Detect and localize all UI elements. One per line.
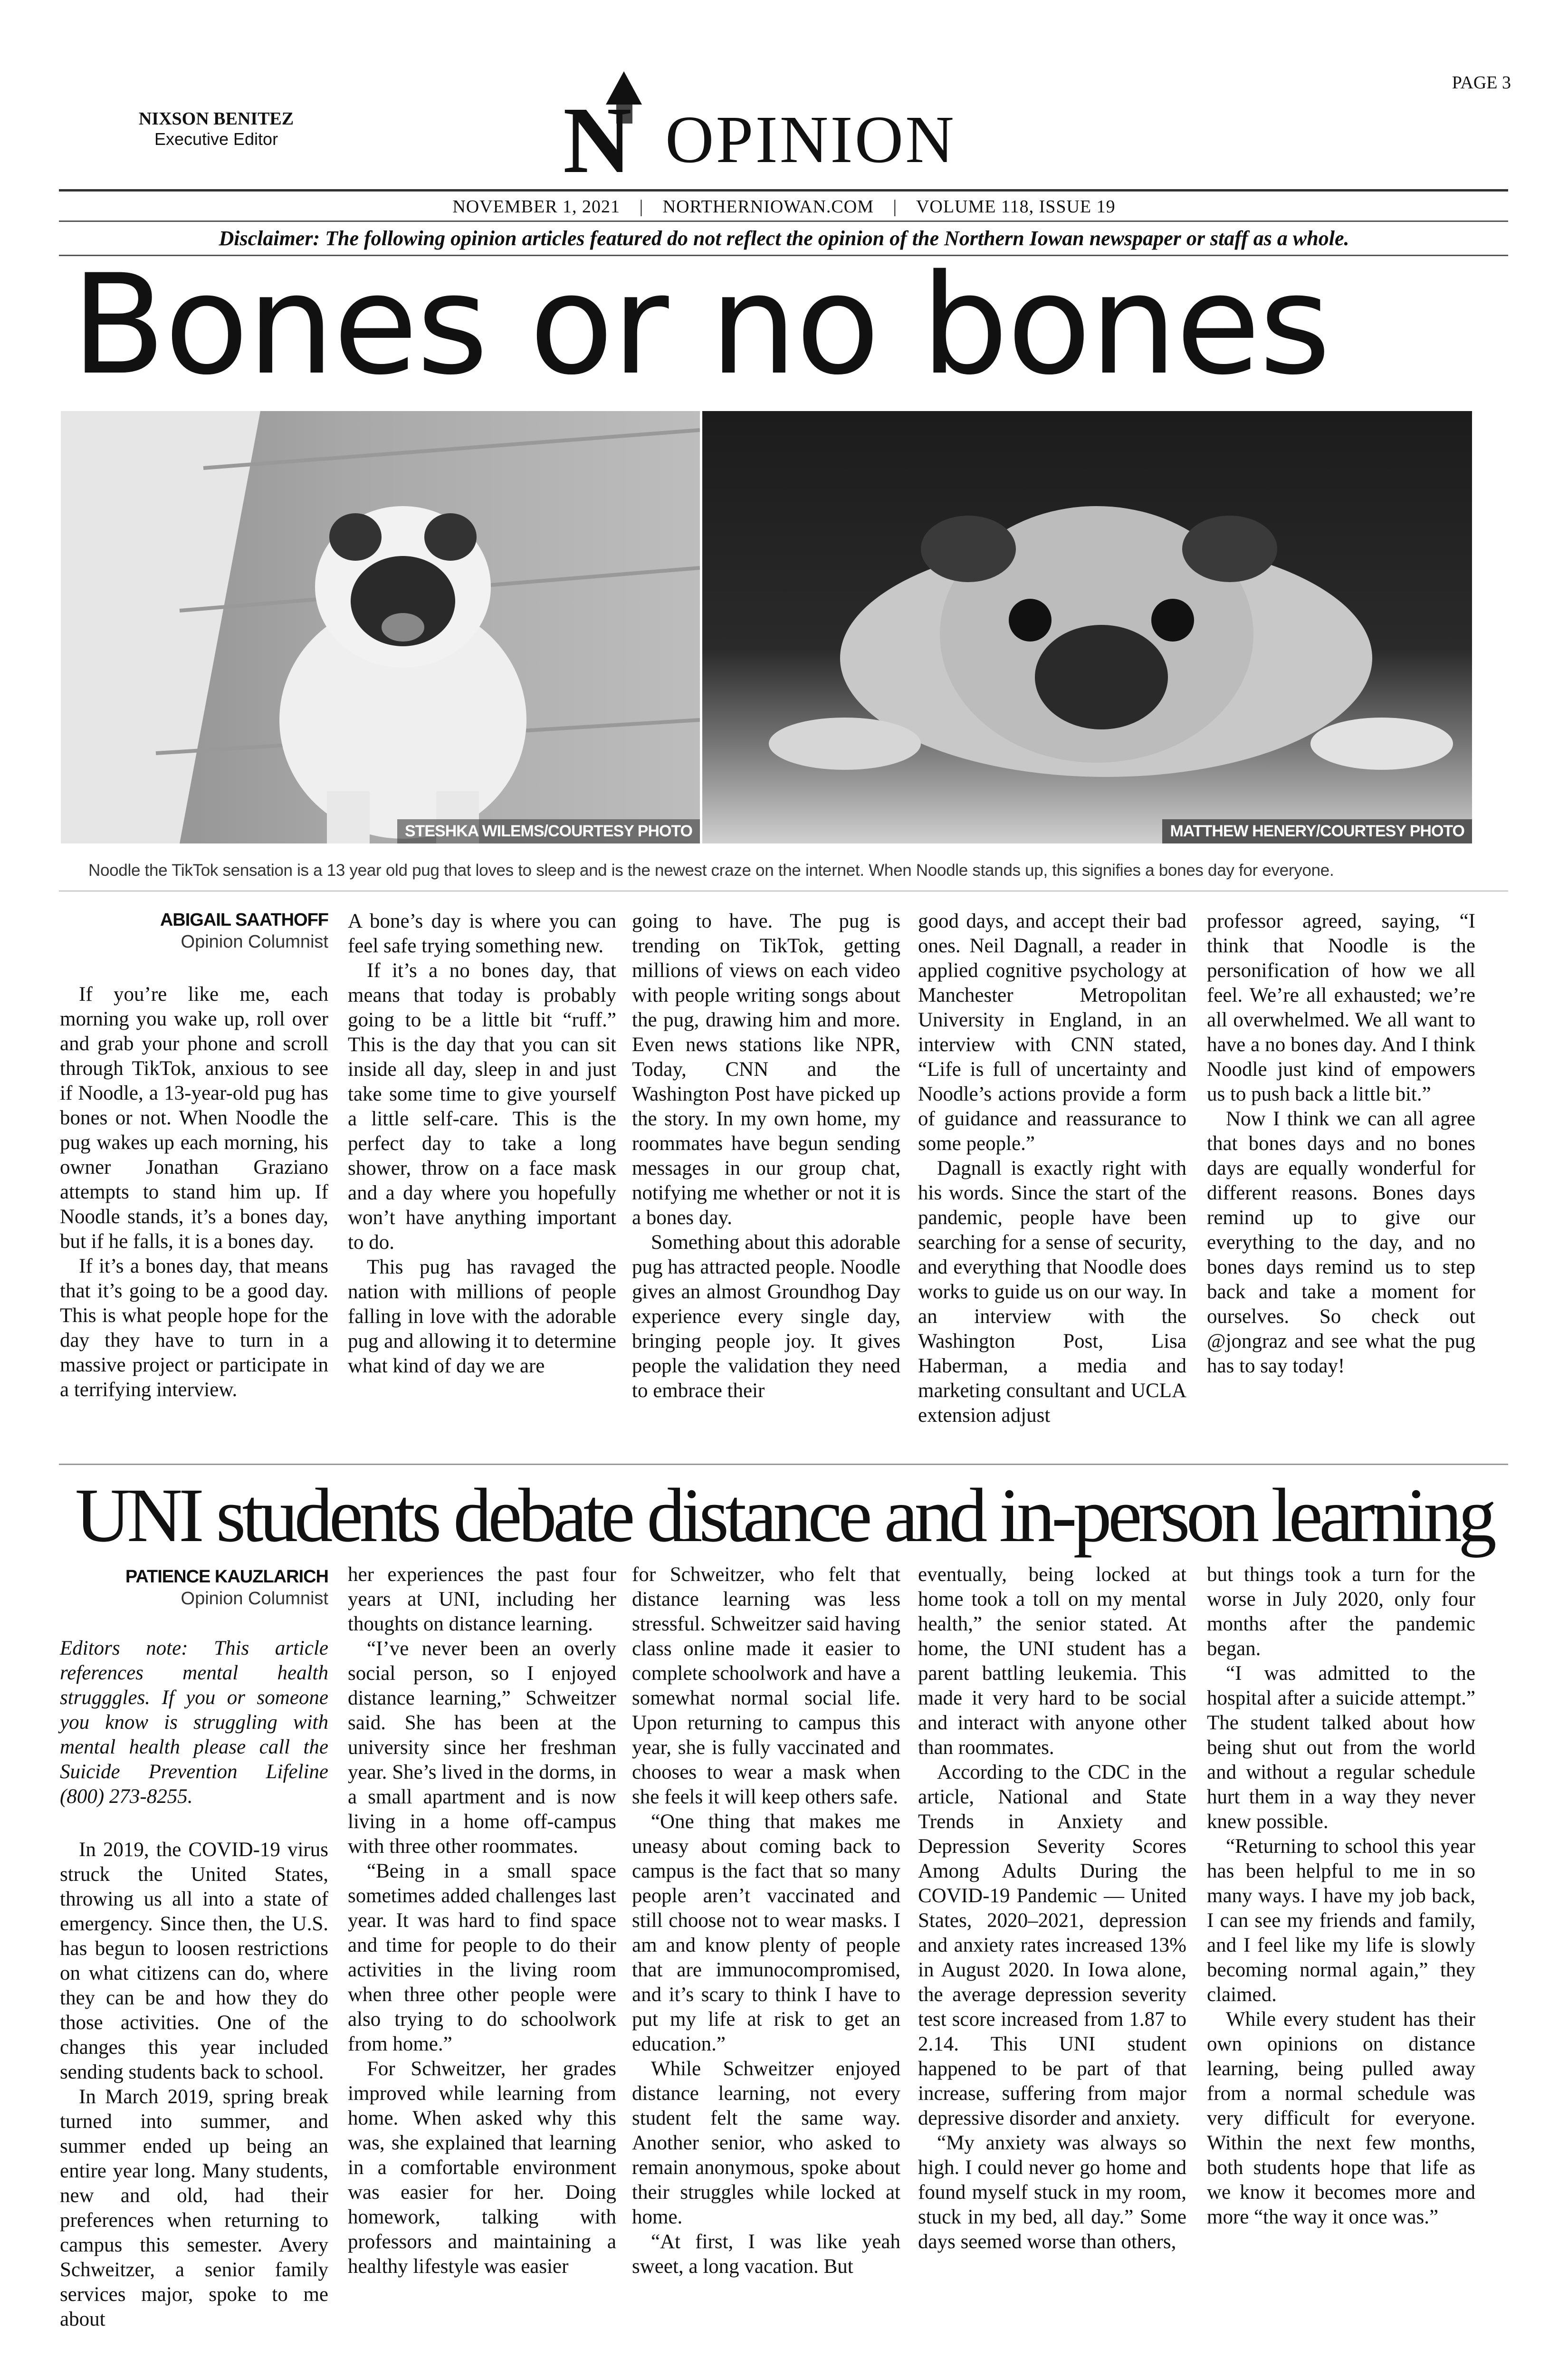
paragraph: A bone’s day is where you can feel safe trying something new. <box>348 910 616 957</box>
paragraph: Dagnall is exactly right with his words. Since the start of the pandemic, people have been searching for a sense of security, and everything that Noodle does works to guide us on our way. In an interview with the Washington Post, Lisa Haberman, a media and marketing consultant and UCLA extension adjust <box>918 1157 1186 1427</box>
article2-column-3 <box>632 1562 900 2279</box>
issue-volume: VOLUME 118, ISSUE 19 <box>916 197 1116 217</box>
paragraph: eventually, being locked at home took a toll on my mental health,” the senior stated. At home, the UNI student has a parent battling leukemia. This made it very hard to be social and interact with anyone other than roommates. <box>918 1563 1186 1759</box>
header-rule-mid <box>59 220 1508 222</box>
photo-caption: Noodle the TikTok sensation is a 13 year old pug that loves to sleep and is the newest craze on the internet. When Noodle stands up, this signifies a bones day for everyone. <box>88 861 1334 880</box>
section-title: OPINION <box>665 102 956 177</box>
article2-column-1 <box>60 1566 328 2332</box>
article1-column-1 <box>60 909 328 1402</box>
paragraph: “At first, I was like yeah sweet, a long vacation. But <box>632 2231 900 2278</box>
article2-column-4 <box>918 1562 1186 2254</box>
author-role: Opinion Columnist <box>181 932 328 952</box>
author-name: ABIGAIL SAATHOFF <box>160 910 328 930</box>
paragraph: If it’s a bones day, that means that it’s going to be a good day. This is what people hope for the day they have to turn in a massive project or participate in a terrifying interview. <box>60 1255 328 1401</box>
paragraph: “Being in a small space sometimes added challenges last year. It was hard to find space and time for people to do their activities in the living room when three other people were also trying to do schoolwork from home.” <box>348 1860 616 2055</box>
byline <box>60 1566 328 1610</box>
paragraph: going to have. The pug is trending on TikTok, getting millions of views on each video with people writing songs about the pug, drawing him and more. Even news stations like NPR, Today, CNN and the Washington Post have picked up the story. In my own home, my roommates have begun sending messages in our group chat, notifying me whether or not it is a bones day. <box>632 910 900 1229</box>
paragraph: good days, and accept their bad ones. Neil Dagnall, a reader in applied cognitive psychology at Manchester Metropolitan University in England, in an interview with CNN stated, “Life is full of uncertainty and Noodle’s actions provide a form of guidance and reassurance to some people.” <box>918 910 1186 1155</box>
paragraph: “One thing that makes me uneasy about coming back to campus is the fact that so many people aren’t vaccinated and still choose not to wear masks. I am and know plenty of people that are immunocompromised, and it’s scary to think I have to put my life at risk to get an education.” <box>632 1811 900 2055</box>
paragraph: Now I think we can all agree that bones days and no bones days are equally wonderful for different reasons. Bones days remind up to give our everything to the day, and no bones days remind us to step back and take a moment for ourselves. So check out @jongraz and see what the pug has to say today! <box>1207 1108 1475 1377</box>
paragraph: but things took a turn for the worse in July 2020, only four months after the pandemic began. <box>1207 1563 1475 1660</box>
paragraph: for Schweitzer, who felt that distance learning was less stressful. Schweitzer said having class online made it easier to complete schoolwork and have a somewhat normal social life. Upon returning to campus this year, she is fully vaccinated and chooses to wear a mask when she feels it will keep others safe. <box>632 1563 900 1808</box>
issue-separator: | <box>639 197 644 217</box>
article2-column-5 <box>1207 1562 1475 2230</box>
photo-credit: STESHKA WILEMS/COURTESY PHOTO <box>397 819 700 843</box>
pug-lying-illustration <box>702 411 1472 843</box>
byline <box>60 909 328 953</box>
article1-column-5 <box>1207 909 1475 1379</box>
article1-column-2 <box>348 909 616 1379</box>
pug-lying-photo <box>702 411 1472 843</box>
header-rule-top <box>59 189 1508 192</box>
pug-sitting-photo <box>61 411 700 843</box>
issue-date: NOVEMBER 1, 2021 <box>452 197 621 217</box>
article-headline: Bones or no bones <box>71 245 1329 405</box>
paragraph: her experiences the past four years at UNI, including her thoughts on distance learning. <box>348 1563 616 1635</box>
paragraph: “I’ve never been an overly social person, so I enjoyed distance learning,” Schweitzer said. She has been at the university since her freshman year. She’s lived in the dorms, in a small apartment and is now living in a home off-campus with three other roommates. <box>348 1638 616 1858</box>
article-divider <box>59 1464 1508 1465</box>
section-masthead <box>563 71 972 176</box>
article1-column-4 <box>918 909 1186 1428</box>
paragraph: Something about this adorable pug has attracted people. Noodle gives an almost Groundhog Day experience every single day, bringing people joy. It gives people the validation they need to embrace their <box>632 1231 900 1402</box>
paragraph: If it’s a no bones day, that means that today is probably going to be a little bit “ruff.” This is the day that you can sit inside all day, sleep in and just take some time to give yourself a little self-care. This is the perfect day to take a long shower, throw on a face mask and a day where you hopefully won’t have anything important to do. <box>348 959 616 1254</box>
issue-line <box>0 196 1568 218</box>
issue-separator: | <box>893 197 898 217</box>
paragraph: If you’re like me, each morning you wake up, roll over and grab your phone and scroll through TikTok, anxious to see if Noodle, a 13-year-old pug has bones or not. When Noodle the pug wakes up each morning, his owner Jonathan Graziano attempts to stand him up. If Noodle stands, it’s a bones day, but if he falls, it is a bones day. <box>60 983 328 1253</box>
paragraph: “My anxiety was always so high. I could never go home and found myself stuck in my room, stuck in my bed, all day.” Some days seemed worse than others, <box>918 2132 1186 2253</box>
editor-block <box>121 108 311 149</box>
paragraph: In March 2019, spring break turned into summer, and summer ended up being an entire year long. Many students, new and old, had their preferences when returning to campus this semester. Avery Schweitzer, a senior family services major, spoke to me about <box>60 2086 328 2330</box>
article1-column-3 <box>632 909 900 1403</box>
author-role: Opinion Columnist <box>181 1589 328 1609</box>
paragraph: “Returning to school this year has been helpful to me in so many ways. I have my job back, I can see my friends and family, and I feel like my life is slowly becoming normal again,” they claimed. <box>1207 1835 1475 2006</box>
editor-title: Executive Editor <box>154 129 278 149</box>
paragraph: While Schweitzer enjoyed distance learning, not every student felt the same way. Another senior, who asked to remain anonymous, spoke about their struggles while locked at home. <box>632 2058 900 2228</box>
paragraph: While every student has their own opinions on distance learning, being pulled away from a normal schedule was very difficult for everyone. Within the next few months, both students hope that life as we know it becomes more and more “the way it once was.” <box>1207 2008 1475 2228</box>
paragraph: According to the CDC in the article, National and State Trends in Anxiety and Depression Severity Scores Among Adults During the COVID-19 Pandemic — United States, 2020–2021, depression and anxiety rates increased 13% in August 2020. In Iowa alone, the average depression severity test score increased from 1.87 to 2.14. This UNI student happened to be part of that increase, suffering from major depressive disorder and anxiety. <box>918 1761 1186 2129</box>
paragraph: In 2019, the COVID-19 virus struck the United States, throwing us all into a state of emergency. Since then, the U.S. has begun to loosen restrictions on what citizens can do, where they can be and how they do those activities. One of the changes this year included sending students back to school. <box>60 1839 328 2083</box>
photo-credit: MATTHEW HENERY/COURTESY PHOTO <box>1162 819 1472 843</box>
editor-name: NIXSON BENITEZ <box>138 109 294 129</box>
editors-note: Editors note: This article references mental health strugggles. If you or someone you know is struggling with mental health please call the Suicide Prevention Lifeline (800) 273-8255. <box>60 1637 328 1808</box>
article-headline: UNI students debate distance and in-person learning <box>75 1473 1493 1558</box>
svg-text:N: N <box>563 88 632 173</box>
paragraph: This pug has ravaged the nation with millions of people falling in love with the adorable pug and allowing it to determine what kind of day we are <box>348 1256 616 1377</box>
paragraph: professor agreed, saying, “I think that Noodle is the personification of how we all feel. We’re all exhausted; we’re all overwhelmed. We all want to have a no bones day. And I think Noodle just kind of empowers us to push back a little bit.” <box>1207 910 1475 1105</box>
pug-sitting-illustration <box>61 411 700 843</box>
paragraph: “I was admitted to the hospital after a suicide attempt.” The student talked about how being shut out from the world and without a regular schedule hurt them in a way they never knew possible. <box>1207 1662 1475 1833</box>
author-name: PATIENCE KAUZLARICH <box>125 1567 328 1587</box>
page-number: PAGE 3 <box>1452 73 1511 93</box>
disclaimer: Disclaimer: The following opinion articles featured do not reflect the opinion of the Northern Iowan newspaper or staff as a whole. <box>219 227 1349 250</box>
site-link[interactable]: NORTHERNIOWAN.COM <box>662 197 874 217</box>
article2-column-2 <box>348 1562 616 2279</box>
northern-iowan-logo <box>563 71 663 173</box>
paragraph: For Schweitzer, her grades improved while learning from home. When asked why this was, she explained that learning in a comfortable environment was easier for her. Doing homework, talking with professors and maintaining a healthy lifestyle was easier <box>348 2058 616 2278</box>
